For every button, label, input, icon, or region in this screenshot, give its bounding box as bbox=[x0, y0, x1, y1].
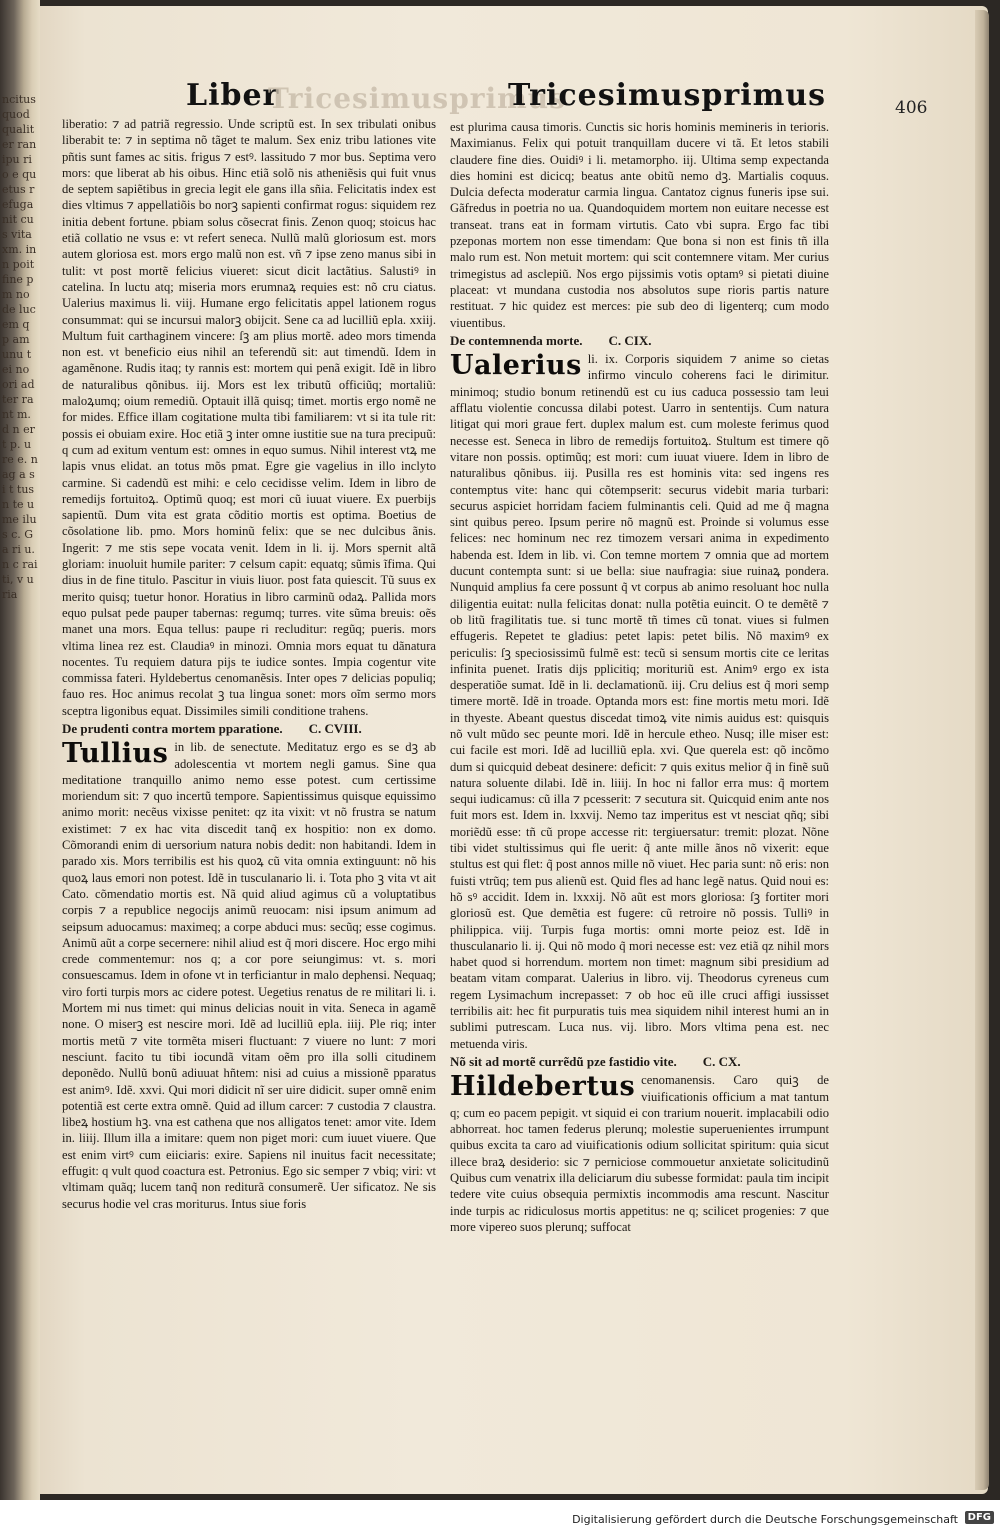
chapter-heading bbox=[450, 333, 829, 349]
chapter-title: De contemnenda morte. bbox=[450, 332, 583, 348]
dfg-logo: DFG bbox=[965, 1511, 994, 1524]
chapter-title: Nõ sit ad mortẽ currẽdũ pze fastidio vite. bbox=[450, 1053, 677, 1069]
chapter-number: C. CVIII. bbox=[308, 720, 362, 736]
paragraph-text: cenomanensis. Caro quiꝫ de viuificationis officium a mat tantum q; cum eo pacem pepigit. vt siquid ei con trarium nouerit. implacabili odio abhorreat. hoc tamen federus plerunq; molestie superuenientes irrumpunt quibus excita ta caro ad viuificationis odium sollicitat spiritum: quia sicut illece braꝝ desiderio: sic ⁊ perniciose commouetur anxietate solicitudinũ Quibus cum venatrix illa deliciarum diu subesse formidat: paula tim incipit tedere vite cuius obsequia permixtis incommodis ama rescunt. Nascitur inde turpis ac ridiculosus mortis appetitus: ne q; scilicet progenies: ⁊ que more vipereo suos plerunq; suffocat bbox=[450, 1073, 829, 1234]
page-edge bbox=[975, 10, 989, 1490]
paragraph-text: li. ix. Corporis siquidem ⁊ anime so cietas infirmo vinculo coherens faci le dirimitur. minimoq; studio bonum retinendũ est cu ius caduca possessio tam leui afflatu violentie concussa dilabi potest. Uarro in sententijs. Cum natura litigat qui mori graue fert. duplex malum est. cum moleste ferimus quod necesse est. Seneca in libro de remedijs fortuitoꝝ. Stultum est timere qõ vitare non possis. optimũq; est mori: cum iuuat viuere. Idem in libro de naturalibus qõnibus. iij. Pusilla res est hominis vita: sed ingens res contemptus vite: hanc qui cõtempserit: securus videbit maria turbari: securus aspiciet horridam faciem fulminantis celi. Quid ad me q̃ magna sint quibus pereo. Ipsum perire nõ magnũ est. Proinde si volumus esse felices: nec hominum nec rez timozem versari anima in expedimento habenda est. Idem in lib. vi. Con temne mortem ⁊ omnia que ad mortem ducunt contempta sunt: si ue bella: siue naufragia: siue ruinaꝝ pondera. Nunquid amplius fa cere possunt q̃ vt corpus ab animo resoluant hoc nulla diligentia euitat: nulla felicitas donat: nulla potẽtia euincit. O te demẽtẽ ⁊ ob litũ fragilitatis tue. si tunc mortẽ tñ times cũ tonat. viues si fulmen effugeris. Repetet te gladius: petet lapis: petet bilis. Nõ maximꝰ ex periculis: ſꝫ speciosissimũ fulmẽ est: tecũ si sensum mortis cite ce leritas infinita puenet. Iratis dijs pplicitiq; morituriũ est. Animꝰ ergo ex ista desperatiõe sumat. Idẽ in li. declamationũ. iij. Cru delius est q̃ mori semp timere mortẽ. Idẽ in troade. Optanda mors est: fine mortis metu mori. Idẽ in thyeste. Abeant questus discedat timoꝝ vite nimis auidus est: quisquis nõ vult mũdo sec peunte mori. Idẽ in hercule etheo. Nusq; ille miser est: cui facile est mori. Idẽ ad lucilliũ epla. xvi. Que querela est: qõ incõmo dum si quicquid debeat desinere: deficit: ⁊ quis exitus melior q̃ in finẽ suũ natura soluente dilabi. Idẽ in. liiij. In hoc ni fallor erra mus: q̃ mortem sequi iudicamus: cũ illa ⁊ pcesserit: ⁊ secutura sit. Quicquid enim ante nos fuit mors est. Idem in. lxxvij. Nemo taz imperitus est vt nesciat qñq; sibi moriẽdũ esse: tñ cũ prope accesse rit: tergiuersatur: tremit: plozat. Nõne tibi videt stultissimus qui fle uerit: q̃ ante mille ãnos nõ vixerit: eque stultus est qui flet: q̃ post annos mille nõ viuet. Hec paria sunt: nõ eris: non fuisti vtrũq; tem pus alienũ est. Quid fles ad hanc legẽ natus. Quid noui es: hõ sꝰ accidit. Idem in. lxxxij. Nõ aũt est mors gloriosa: ſꝫ fortiter mori gloriosũ est. Que demẽtia est fugere: cũ retroire nõ possis. Tulliꝰ in philippica. viij. Turpis fuga mortis: omni morte peioz est. Idẽ in thusculanario li. ij. Qui nõ modo q̃ mori necesse est: vez etiã qz nihil mors habet quod si horrendum. mortem non timet: magnum sibi presidium ad beatam vitam comparat. Ualerius in libro. vij. Theodorus cyreneus cum regem Lysimachum increpasset: ⁊ ob hoc eũ ille cruci affigi iussisset terribilis ait: hec fit purpuratis tuis mea siquidem nihil interest humi an in sublimi putrescam. Luca nus. vij. libro. Mors vltima pena est. nec metuenda viris. bbox=[450, 352, 829, 1051]
facing-page-text: ncitus quod qualiter ranipu rio e quetus refuga nit cus vita xm. in n poit fine pm no de lucem q p am unu t ei no ori ad ter ra nt m. d n ert p. u re e. n ag a s i t tus n te u me ilus c. Ga ri u. n c rai ti, v u ria bbox=[2, 93, 38, 601]
running-head-right: Tricesimusprimus bbox=[508, 78, 827, 113]
text-column-left bbox=[62, 116, 436, 1316]
initial-word: Hildebertus bbox=[450, 1071, 636, 1103]
running-head-left: Liber bbox=[186, 78, 280, 113]
initial-word: Ualerius bbox=[450, 350, 582, 382]
paragraph: est plurima causa timoris. Cunctis sic horis hominis memineris in terioris. Maximianus. Felix qui potuit tranquillam ducere vi tã. Et letos stabili claudere fine dies. Ouidiꝰ i li. metamorpho. iij. Ultima semp expectanda dies homini est dicicq; beatus ante obitũ nemo dꝫ. Martialis coquus. Dulcia defecta moderatur carmia lingua. Cantatoz cignus funeris ipse sui. Gãfredus in poetria no ua. Quandoquidem mortem non euitare necesse est transeat. trans eat in formam virtutis. Cato vbi supra. Ergo fac tibi pzeponas mortem non esse timendam: Que bona si non est finis tñ illa malo rum est. Non metuit mortem: qui scit contemnere vitam. Mer curius trimegistus ad asclepiũ. Nos ergo pijssimis votis optamꝰ si pietati diuine placeat: vt mundana custodia nos absolutos supe rioris partis nature restituat. ⁊ hic quidez est merces: pie sub deo di ligenterq; cum modo viuentibus. bbox=[450, 120, 829, 330]
chapter-heading bbox=[450, 1054, 829, 1070]
paragraph: liberatio: ⁊ ad patriã regressio. Unde scriptũ est. In sex tribulati onibus liberabit te: ⁊ in septima nõ tãget te malum. Sex eniz tribu lationes vite pñtis sunt fames ac sitis. frigus ⁊ estꝰ. lassitudo ⁊ mor bus. Septima vero mors: que liberat ab his oibus. Hinc etiã solõ nis atheniẽsis qui fuit vnus de septem sapiẽtibus in grecia legit ele gans illa sñia. Felicitatis index est dies vltimus ⁊ appellatiõis bo norꝫ sapienti confirmat rogus: siquidem rez initia debent fortune. pbiam solus cõsecrat finis. Zenon quoq; stoicus hac etiã collatio ne vsus e: vt refert seneca. Nullũ malũ gloriosum est. mors autem gloriosa est. mors ergo malũ non est. vñ ⁊ ipse zeno manus sibi in tulit: vt post mortẽ felicius viueret: sicut dicit lactãtius. Salustiꝰ in catelina. In luctu atq; miseria mors erumnaꝝ requies est: nõ cru ciatus. Ualerius maximus li. viij. Humane ergo felicitatis appel lationem rogus consummat: qui se incursui malorꝫ obijcit. Sene ca ad lucilliũ epla. xxiij. Multum fuit carthaginem vincere: ſꝫ am plius mortẽ. adeo mors timenda non est. vt beneficio eius nihil an teferendũ sit: aut timendũ. Idem in agamẽnone. Rudis itaq; ty rannis est: mortem qui penã exigit. Idẽ in libro de naturalibus qõnibus. iij. Mors est lex tributũ officiũq; mortaliũ: maloꝝumq; oium remediũ. Optauit illã quisq; timet. mortis ergo nomẽ ne for mides. Effice illam cogitatione multa tibi familiarem: vt si ita tule rit: possis ei obuiam exire. Hoc etiã ꝫ inter omne iustitie sue na tura precipuũ: q cum ad exitum ventum est: omnes in equo sumus. Nihil interest vtꝝ me lapis vnus elidat. an totus mõs pmat. Egre gie vagelius in illo inclyto carmine. Si cadendũ est mihi: e celo cecidisse velim. Idem in libro de remedijs fortuitoꝝ. Optimũ quoq; est mori cũ iuuat viuere. Ex puerbijs sapientũ. Dum vita est grata cõditio mortis est optima. Boetius de cõsolatione lib. pmo. Mors hominũ felix: que se nec dulcibus ãnis. Ingerit: ⁊ me stis sepe vocata venit. Idem in li. ij. Mors spernit altã gloriam: inuoluit humile pariter: ⁊ celsum capit: equatq; sũmis ĩfima. Qui dius in de fine titulo. Pascitur in viuis liuor. post fata quiescit. Tũ suus ex merito quisq; tuetur honor. Horatius in libro carminũ odaꝝ. Pallida mors equo pulsat pede pauper tabernas: regumq; turres. vite sũma breuis: oẽs manet una mors. Equa tellus: paupe ri recluditur: regũq; pueris. mors vltima linea rez est. Claudiaꝰ in minozi. Omnia mors equat tu dãnatura nocentes. Tu requiem datura pijs te iudice sontes. Impia cogentur vite commissa fateri. Hyldebertus cenomanẽsis. Inter opes ⁊ delicias populiq; fauo res. Hoc animus recolat ꝫ tua lingua sonet: mors oĩm sermo mors sceptra ligonibus equat. Dissimiles simili conditione trahens. bbox=[62, 117, 436, 718]
initial-word: Tullius bbox=[62, 738, 169, 770]
chapter-title: De prudenti contra mortem pparatione. bbox=[62, 720, 283, 736]
text-column-right bbox=[450, 119, 829, 1279]
chapter-number: C. CX. bbox=[702, 1053, 741, 1069]
folio-number: 406 bbox=[895, 98, 928, 118]
paragraph bbox=[450, 351, 829, 1052]
running-head-showthrough: Tricesimusprimus bbox=[268, 82, 566, 115]
paragraph bbox=[450, 1072, 829, 1235]
book-binding bbox=[0, 0, 40, 1500]
paragraph bbox=[62, 739, 436, 1212]
chapter-number: C. CIX. bbox=[608, 332, 652, 348]
funding-credit: Digitalisierung gefördert durch die Deutsche Forschungsgemeinschaft bbox=[572, 1513, 958, 1526]
chapter-heading bbox=[62, 721, 436, 737]
footer-bar bbox=[0, 1500, 1000, 1535]
paragraph-text: in lib. de senectute. Meditatuz ergo es se dꝫ ab adolescentia vt mortem negli gamus. Sine qua meditatione tranquillo animo nemo esse potest. cum certissime moriendum sit: ⁊ quo incertũ tempore. Sapientissimus quisque equissimo animo morit: necẽus vixisse penitet: qz ita vixit: vt nõ frustra se natum existimet: ⁊ ex hac vita discedit tanq̃ ex hospitio: non ex domo. Cõmorandi enim di uersorium natura nobis dedit: non habitandi. Idem in parado xis. Mors terribilis est his quoꝝ cũ vita omnia extinguunt: nõ his quoꝝ laus emori non potest. Idẽ in tusculanario li. i. Tota pho ꝫ vita vt ait Cato. cõmendatio mortis est. Nã quid aliud agimus cũ a voluptatibus corpis ⁊ a republice negocijs animũ reuocam: nisi ipsum animum ad seipsum aduocamus: maximeq; a corpe abduci mus: secũq; esse cogimus. Animũ aũt a corpe secernere: nihil aliud est q̃ mori discere. Hoc ergo mihi crede commentemur: nos q; a cor pore seiungimus: vt. s. mori consuescamus. Idem in ofone vt in terficiantur in malo dephensi. Nequaq; viro forti turpis mors ac cidere potest. Uegetius renatus de re militari li. i. Mortem mi nus timet: qui minus delicias nouit in vita. Seneca in agamẽ none. O miserꝫ est nescire mori. Idẽ ad lucilliũ epla. iiij. Ple riq; inter mortis metũ ⁊ vite tormẽta miseri fluctuant: ⁊ viuere no lunt: ⁊ mori nesciunt. facito tu tibi iocundã vitam oẽm pro illa solli citudinem deponẽdo. Nullũ bonũ adiuuat hñtem: nisi ad cuius a missionẽ pparatus est animꝰ. Idẽ. xxvi. Qui mori didicit nĩ ser uire didicit. super omnẽ enim potentiã est certe extra omnẽ. Quid ad illum carcer: ⁊ custodia ⁊ claustra. libeꝝ hostium hꝫ. vna est cathena que nos alligatos tenet: amor vite. Idem in. liiij. Illum illa a imitare: quem non piget mori: cum iuuet viuere. Que est enim virtꝰ cum eiiciaris: exire. Sapiens nil inuitus facit necessitate; effugit: q vult quod coactura est. Petronius. Ego sic semper ⁊ vbiq; viri: vt vltimam quãq; lucem tanq̃ non rediturã consumerẽ. Uer sificatoz. Ne sis securus hodie vel cras moriturus. Intus siue foris bbox=[62, 740, 436, 1211]
